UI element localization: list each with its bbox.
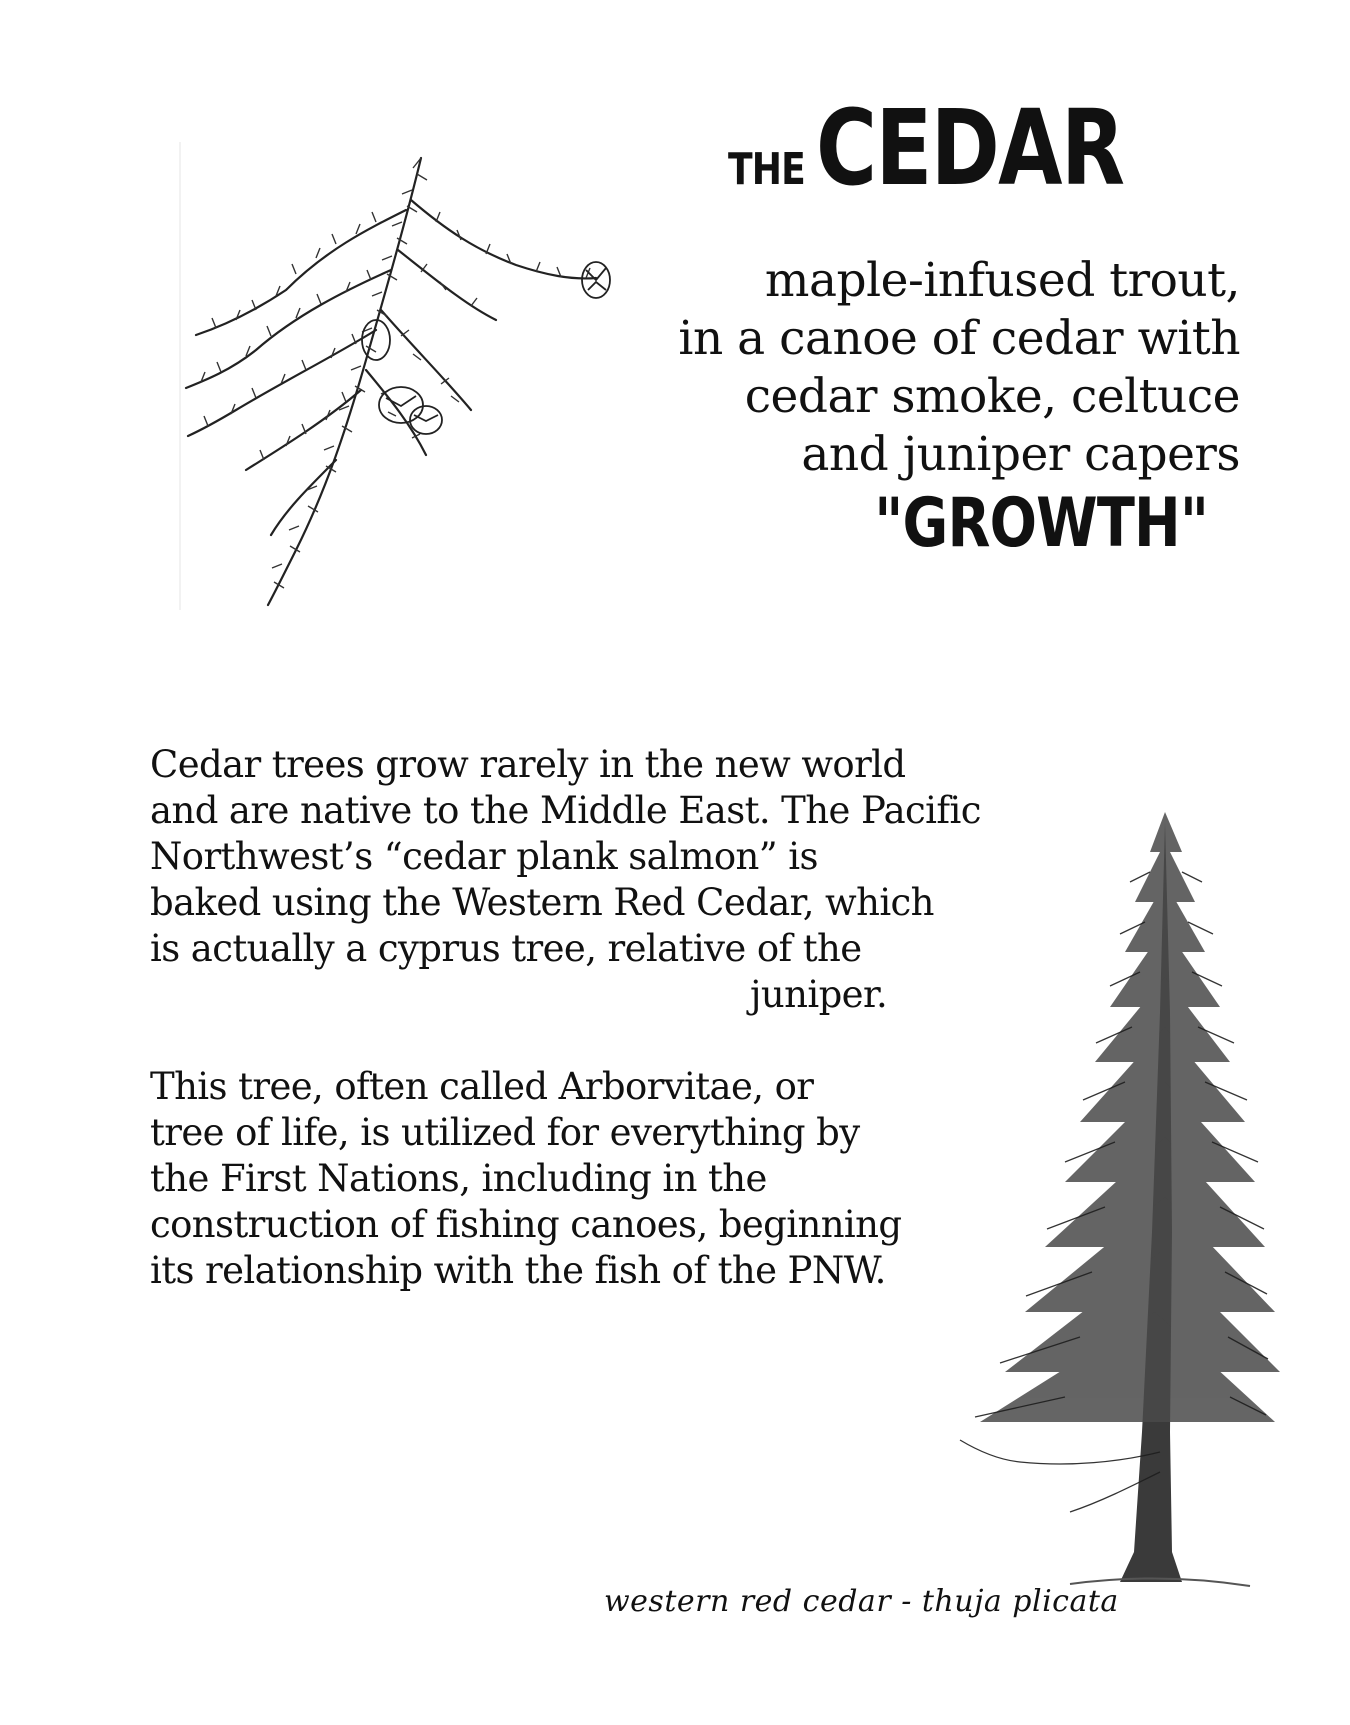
title-main: CEDAR: [815, 87, 1124, 209]
description-line: maple-infused trout,: [764, 253, 1240, 308]
paragraph-line: This tree, often called Arborvitae, or: [150, 1065, 814, 1108]
paragraph-line: and are native to the Middle East. The Pacific: [150, 789, 981, 832]
paragraph-line: baked using the Western Red Cedar, which: [150, 881, 934, 924]
paragraph-line: Cedar trees grow rarely in the new world: [150, 743, 906, 786]
illustration-caption: western red cedar - thuja plicata: [604, 1584, 1119, 1619]
body-paragraph-2: [150, 1064, 901, 1294]
paragraph-line: construction of fishing canoes, beginning: [150, 1203, 902, 1246]
title-prefix: THE: [728, 144, 806, 195]
paragraph-line: its relationship with the fish of the PNW.: [150, 1249, 886, 1292]
paragraph-line: the First Nations, including in the: [150, 1157, 767, 1200]
paragraph-line: juniper.: [750, 973, 888, 1016]
description-line: and juniper capers: [801, 427, 1240, 482]
description-line: cedar smoke, celtuce: [744, 369, 1240, 424]
dish-description: [600, 252, 1240, 484]
description-line: in a canoe of cedar with: [678, 311, 1240, 366]
paragraph-line: Northwest’s “cedar plank salmon” is: [150, 835, 818, 878]
paragraph-line: tree of life, is utilized for everything by: [150, 1111, 860, 1154]
cedar-tree-icon: [920, 812, 1300, 1602]
cedar-branch-icon: [176, 140, 626, 620]
body-paragraph-1: [150, 742, 981, 1018]
page-title: [728, 87, 1200, 209]
paragraph-line: is actually a cyprus tree, relative of the: [150, 927, 862, 970]
theme-label: "GROWTH": [874, 484, 1208, 563]
